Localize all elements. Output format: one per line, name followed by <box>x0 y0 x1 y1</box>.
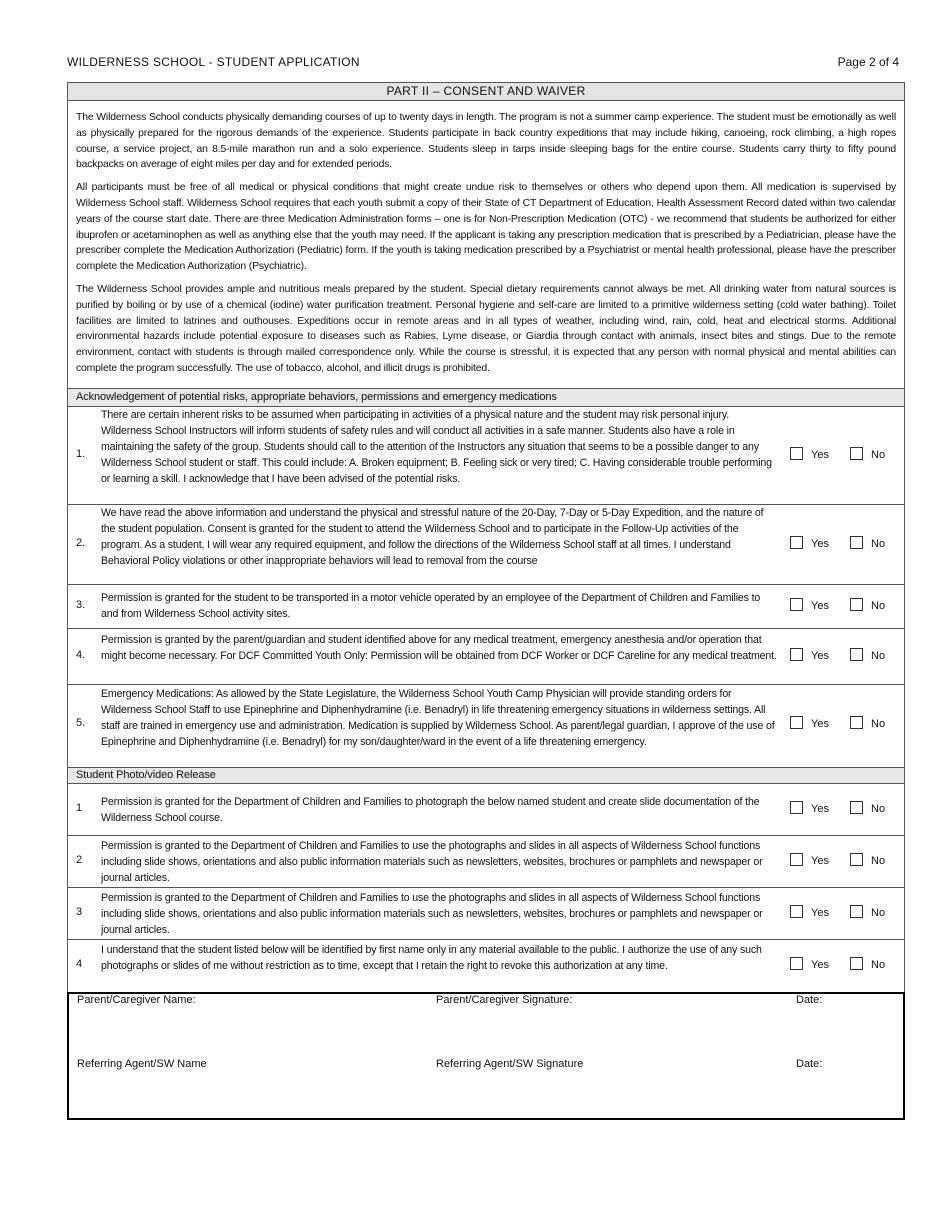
no-checkbox[interactable] <box>850 905 885 921</box>
no-checkbox[interactable] <box>850 598 885 614</box>
checkbox-icon <box>790 716 803 729</box>
no-checkbox[interactable] <box>850 536 885 552</box>
parent-signature-field[interactable]: Parent/Caregiver Signature: <box>436 993 573 1006</box>
agent-date-field[interactable]: Date: <box>796 1057 823 1070</box>
no-label: No <box>871 958 886 971</box>
item-number: 1 <box>76 801 83 814</box>
intro-section <box>67 101 905 388</box>
item-text: Permission is granted for the student to be transported in a motor vehicle operated by an employee of the Department of Children and Families to and from Wilderness School activity sites. <box>101 591 761 620</box>
photo-row-2 <box>67 836 905 888</box>
checkbox-icon <box>790 801 803 814</box>
checkbox-icon <box>850 853 863 866</box>
checkbox-icon <box>850 957 863 970</box>
no-checkbox[interactable] <box>850 853 885 869</box>
photo-row-4 <box>67 940 905 992</box>
yes-checkbox[interactable] <box>790 447 829 463</box>
photo-heading: Student Photo/video Release <box>67 767 905 784</box>
form-title: WILDERNESS SCHOOL - STUDENT APPLICATION <box>67 55 360 69</box>
yes-label: Yes <box>811 802 829 815</box>
no-checkbox[interactable] <box>850 447 885 463</box>
yes-checkbox[interactable] <box>790 648 829 664</box>
part-title: PART II – CONSENT AND WAIVER <box>67 82 905 101</box>
yes-label: Yes <box>811 958 829 971</box>
yes-no-group <box>790 853 890 869</box>
ack-row-1 <box>67 407 905 505</box>
item-text: Permission is granted for the Department of Children and Families to photograph the below named student and create slide documentation of the Wilderness School course. <box>101 795 760 824</box>
yes-checkbox[interactable] <box>790 853 829 869</box>
checkbox-icon <box>790 905 803 918</box>
item-text: Permission is granted to the Department of Children and Families to use the photographs and slides in all aspects of Wilderness School functions including slide shows, orientations and also public information materials such as newsletters, websites, brochures or pamphlets and newspaper or journal articles. <box>101 839 763 884</box>
agent-signature-field[interactable]: Referring Agent/SW Signature <box>436 1057 584 1070</box>
yes-checkbox[interactable] <box>790 957 829 973</box>
checkbox-icon <box>850 648 863 661</box>
yes-no-group <box>790 536 890 552</box>
yes-label: Yes <box>811 717 829 730</box>
yes-label: Yes <box>811 906 829 919</box>
no-label: No <box>871 802 886 815</box>
yes-checkbox[interactable] <box>790 716 829 732</box>
item-number: 3. <box>76 598 86 611</box>
item-number: 2. <box>76 536 86 549</box>
checkbox-icon <box>790 447 803 460</box>
item-text: I understand that the student listed below will be identified by first name only in any material available to the public. I authorize the use of any such photographs or slides of me without restriction as to time, except that I retain the right to revoke this authorization at any time. <box>101 943 762 972</box>
ack-row-4 <box>67 629 905 685</box>
yes-no-group <box>790 598 890 614</box>
item-text: Emergency Medications: As allowed by the State Legislature, the Wilderness School Youth Camp Physician will provide standing orders for Wilderness School Staff to use Epinephrine and Diphenhydramine (i.e. Benadryl) in life threatening emergency situations in wilderness settings. All staff are trained in emergency use and administration. Medication is supplied by Wilderness School. As parent/legal guardian, I approve of the use of Epinephrine and Diphenhydramine (i.e. Benadryl) for my son/daughter/ward in the event of a life threatening emergency. <box>101 687 775 748</box>
yes-no-group <box>790 648 890 664</box>
yes-checkbox[interactable] <box>790 598 829 614</box>
checkbox-icon <box>850 716 863 729</box>
item-number: 4. <box>76 648 86 661</box>
intro-paragraph: The Wilderness School provides ample and nutritious meals prepared by the student. Special dietary requirements cannot always be met. All drinking water from natural sources is purified by boiling or by use of a chemical (iodine) water purification treatment. Personal hygiene and self-care are limited to a primitive wilderness setting (cold water bathing). Toilet facilities are limited to latrines and outhouses. Expeditions occur in remote areas and in all types of weather, including wind, rain, cold, heat and electrical storms. Additional environmental hazards include potential exposure to diseases such as Rabies, Lyme disease, or Giardia through contact with animals, insect bites and stings. Due to the remote environment, contact with students is through mailed correspondence only. While the course is stressful, it is expected that any person with normal physical and mental abilities can complete the program successfully. The use of tobacco, alcohol, and illicit drugs is prohibited. <box>76 283 896 374</box>
yes-label: Yes <box>811 448 829 461</box>
intro-paragraph: All participants must be free of all medical or physical conditions that might create undue risk to themselves or others who depend upon them. All medication is supervised by Wilderness School staff. Wilderness School requires that each youth submit a copy of their State of CT Department of Education, Health Assessment Record dated within two calendar years of the course start date. There are three Medication Administration forms – one is for Non-Prescription Medication (OTC) - we recommend that students be authorized for either ibuprofen or acetaminophen as well as anything else that the youth may need. If the applicant is taking any prescription medication that is prescribed by a Pediatrician, please have the prescriber complete the Medication Authorization (Pediatric) form. If the youth is taking medication prescribed by a Psychiatrist or mental health professional, please have the prescriber complete the Medication Authorization (Psychiatric). <box>76 182 896 273</box>
checkbox-icon <box>790 536 803 549</box>
no-checkbox[interactable] <box>850 801 885 817</box>
consent-form <box>67 82 905 1120</box>
ack-row-5 <box>67 685 905 767</box>
no-label: No <box>871 448 886 461</box>
checkbox-icon <box>850 905 863 918</box>
parent-date-field[interactable]: Date: <box>796 993 823 1006</box>
yes-checkbox[interactable] <box>790 536 829 552</box>
item-number: 5. <box>76 716 86 729</box>
checkbox-icon <box>850 801 863 814</box>
photo-row-1 <box>67 784 905 836</box>
yes-no-group <box>790 447 890 463</box>
page-number: Page 2 of 4 <box>837 55 899 69</box>
checkbox-icon <box>850 536 863 549</box>
yes-checkbox[interactable] <box>790 801 829 817</box>
yes-no-group <box>790 957 890 973</box>
item-text: Permission is granted by the parent/guardian and student identified above for any medical treatment, emergency anesthesia and/or operation that might become necessary. For DCF Committed Youth Only: Permission will be obtained from DCF Worker or DCF Careline for any medical treatment. <box>101 633 777 662</box>
item-number: 2 <box>76 853 83 866</box>
no-label: No <box>871 599 886 612</box>
agent-name-field[interactable]: Referring Agent/SW Name <box>77 1057 207 1070</box>
yes-checkbox[interactable] <box>790 905 829 921</box>
no-label: No <box>871 717 886 730</box>
no-label: No <box>871 537 886 550</box>
checkbox-icon <box>850 447 863 460</box>
yes-label: Yes <box>811 649 829 662</box>
checkbox-icon <box>790 598 803 611</box>
no-label: No <box>871 649 886 662</box>
signature-block <box>67 992 905 1120</box>
ack-heading: Acknowledgement of potential risks, appropriate behaviors, permissions and emergency medications <box>67 388 905 407</box>
item-text: Permission is granted to the Department of Children and Families to use the photographs and slides in all aspects of Wilderness School functions including slide shows, orientations and also public information materials such as newsletters, websites, brochures or pamphlets and newspaper or journal articles. <box>101 891 763 936</box>
no-checkbox[interactable] <box>850 716 885 732</box>
yes-label: Yes <box>811 537 829 550</box>
checkbox-icon <box>790 957 803 970</box>
yes-label: Yes <box>811 599 829 612</box>
no-label: No <box>871 854 886 867</box>
no-checkbox[interactable] <box>850 957 885 973</box>
item-number: 1. <box>76 447 86 460</box>
checkbox-icon <box>790 853 803 866</box>
no-checkbox[interactable] <box>850 648 885 664</box>
checkbox-icon <box>850 598 863 611</box>
ack-row-3 <box>67 585 905 629</box>
item-text: There are certain inherent risks to be assumed when participating in activities of a physical nature and the student may risk personal injury. Wilderness School Instructors will inform students of safety rules and will conduct all activities in a safe manner. Students also have a role in maintaining the safety of the group. Students should call to the attention of the Instructors any situation that seems to be a possible danger to any Wilderness School student or staff. This could include: A. Broken equipment; B. Feeling sick or very tired; C. Having considerable trouble performing or learning a skill. I acknowledge that I have been advised of the potential risks. <box>101 408 772 485</box>
yes-label: Yes <box>811 854 829 867</box>
checkbox-icon <box>790 648 803 661</box>
parent-name-field[interactable]: Parent/Caregiver Name: <box>77 993 196 1006</box>
yes-no-group <box>790 801 890 817</box>
item-number: 3 <box>76 905 83 918</box>
yes-no-group <box>790 716 890 732</box>
yes-no-group <box>790 905 890 921</box>
intro-paragraph: The Wilderness School conducts physically demanding courses of up to twenty days in length. The program is not a summer camp experience. The student must be emotionally as well as physically prepared for the rigorous demands of the experience. Students participate in back country expeditions that may include hiking, canoeing, rock climbing, a high ropes course, a service project, an 8.5-mile marathon run and a solo experience. Students sleep in tarps inside sleeping bags for the entire course. Students carry thirty to fifty pound backpacks on average of eight miles per day and for extended periods. <box>76 112 896 171</box>
photo-row-3 <box>67 888 905 940</box>
item-text: We have read the above information and understand the physical and stressful nature of the 20-Day, 7-Day or 5-Day Expedition, and the nature of the student population. Consent is granted for the student to attend the Wilderness School and to participate in the Follow-Up activities of the program. As a student, I will wear any required equipment, and follow the directions of the Wilderness School staff at all times. I understand Behavioral Policy violations or other inappropriate behaviors will lead to removal from the course <box>101 506 764 567</box>
no-label: No <box>871 906 886 919</box>
page-header <box>67 55 899 71</box>
ack-row-2 <box>67 505 905 585</box>
item-number: 4 <box>76 957 83 970</box>
